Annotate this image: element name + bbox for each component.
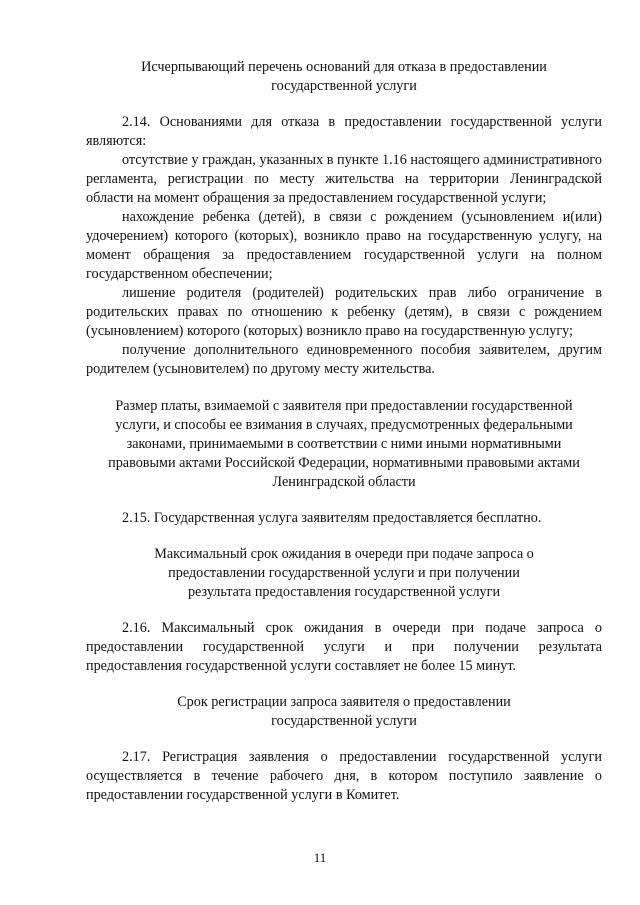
paragraph-2-14-d: получение дополнительного единовременного пособия заявителем, другим родителем (усыновителем) по другому месту жительства. (86, 342, 602, 377)
clause-2-15 (86, 509, 602, 528)
clause-2-16 (86, 619, 602, 676)
paragraph-2-14-b: нахождение ребенка (детей), в связи с рождением (усыновлением и(или) удочерением) которого (которых), возникло право на государственную услугу, на момент обращения за предоставлением государственной услуги на полном государственном обеспечении; (86, 209, 602, 282)
section-heading-fee: Размер платы, взимаемой с заявителя при предоставлении государственной услуги, и способы ее взимания в случаях, предусмотренных федеральными законами, принимаемыми в соответствии с ними иными нормативными правовыми актами Российской Федерации, нормативными правовыми актами Ленинградской области (108, 398, 580, 490)
section-heading-refusal-grounds: Исчерпывающий перечень оснований для отказа в предоставлении государственной услуги (141, 59, 547, 94)
paragraph-2-14-c: лишение родителя (родителей) родительских прав либо ограничение в родительских правах по отношению к ребенку (детям), в связи с рождением (усыновлением) которого (которых) возникло право на государственную услугу; (86, 285, 602, 339)
paragraph-2-15: 2.15. Государственная услуга заявителям предоставляется бесплатно. (122, 510, 542, 526)
paragraph-2-17: 2.17. Регистрация заявления о предоставлении государственной услуги осуществляется в течение рабочего дня, в котором поступило заявление о предоставлении государственной услуги в Комитет. (86, 749, 602, 803)
paragraph-2-14: 2.14. Основаниями для отказа в предоставлении государственной услуги являются: (86, 114, 602, 149)
clause-2-17 (86, 748, 602, 805)
paragraph-2-14-a: отсутствие у граждан, указанных в пункте 1.16 настоящего административного регламента, регистрации по месту жительства на территории Ленинградской области на момент обращения за предоставлением государственной услуги; (86, 152, 602, 206)
section-heading-registration-time: Срок регистрации запроса заявителя о предоставлении государственной услуги (177, 694, 511, 729)
clause-2-14 (86, 113, 602, 379)
section-heading-queue-time: Максимальный срок ожидания в очереди при подаче запроса о предоставлении государственной услуги и при получении результата предоставления государственной услуги (154, 546, 534, 600)
paragraph-2-16: 2.16. Максимальный срок ожидания в очереди при подаче запроса о предоставлении государственной услуги и при получении результата предоставления государственной услуги составляет не более 15 минут. (86, 620, 602, 674)
page-number: 11 (313, 850, 327, 865)
